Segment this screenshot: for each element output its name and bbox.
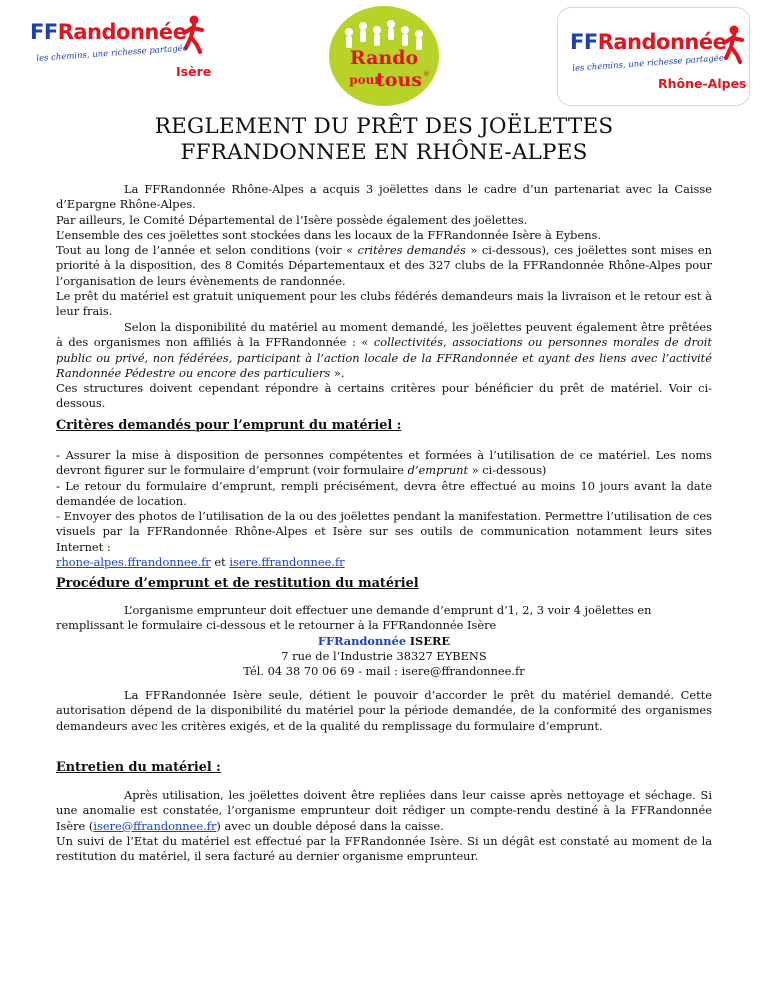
logo-tous-text: tous bbox=[376, 69, 422, 91]
rhone-alpes-site-link[interactable]: rhone-alpes.ffrandonnee.fr bbox=[56, 555, 211, 570]
rando-pour-tous-logo bbox=[327, 4, 441, 108]
logo-wordmark: FFRandonnée bbox=[570, 30, 727, 54]
address-contact: Tél. 04 38 70 06 69 - mail : isere@ffrandonnee.fr bbox=[243, 664, 525, 679]
address-street: 7 rue de l’Industrie 38327 EYBENS bbox=[281, 648, 487, 663]
criteria-item-2: - Le retour du formulaire d’emprunt, rempli précisément, devra être effectué au moins 10 jours avant la date demandée de location. bbox=[56, 478, 712, 508]
rando-pour-tous-badge-icon bbox=[327, 4, 441, 108]
isere-email-link[interactable]: isere@ffrandonnee.fr bbox=[93, 818, 217, 833]
logo-registered-text: ® bbox=[423, 70, 430, 78]
intro-paragraph-1: La FFRandonnée Rhône-Alpes a acquis 3 joëlettes dans le cadre d’un partenariat avec la Caisse d’Epargne Rhône-Alpes. bbox=[56, 182, 712, 212]
address-org: FFRandonnée ISERE bbox=[317, 633, 451, 648]
ffrandonnee-isere-logo bbox=[30, 20, 230, 90]
intro-paragraph-5: Le prêt du matériel est gratuit uniquement pour les clubs fédérés demandeurs mais la livraison et le retour est à leur frais. bbox=[56, 289, 712, 319]
title-line-1: REGLEMENT DU PRÊT DES JOËLETTES bbox=[154, 114, 614, 139]
intro-section-2 bbox=[56, 320, 712, 412]
logo-tagline: les chemins, une richesse partagée bbox=[36, 43, 189, 64]
title-line-2: FFRANDONNEE EN RHÔNE-ALPES bbox=[180, 140, 588, 165]
maintenance-heading: Entretien du matériel : bbox=[56, 760, 221, 775]
logo-region: Isère bbox=[176, 64, 212, 79]
procedure-heading: Procédure d’emprunt et de restitution du matériel bbox=[56, 576, 419, 591]
intro-paragraph-4: Tout au long de l’année et selon conditions (voir « critères demandés » ci-dessous), ces joëlettes sont mises en priorité à la disposition, des 8 Comités Départementaux et des 327 clubs de la FFRandonnée Rhône-Alpes pour l’organisation de leurs évènements de randonnée. bbox=[56, 243, 712, 288]
logo-wordmark: FFRandonnée bbox=[30, 20, 187, 44]
page-title bbox=[0, 114, 768, 166]
criteria-item-1: - Assurer la mise à disposition de personnes compétentes et formées à l’utilisation de ce matériel. Les noms devront figurer sur le formulaire d’emprunt (voir formulaire d’emprunt » ci-dessous) bbox=[56, 448, 713, 478]
intro-paragraph-6: Selon la disponibilité du matériel au moment demandé, les joëlettes peuvent également être prêtées à des organismes non affiliés à la FFRandonnée : « collectivités, associations ou personnes morales de droit public ou privé, non fédérées, participant à l’action locale de la FFRandonnée et ayant des liens avec l’activité Randonnée Pédestre ou encore des particuliers ». bbox=[56, 320, 713, 380]
logo-pour-text: pour bbox=[349, 73, 381, 87]
ffrandonnee-rhone-alpes-logo bbox=[557, 7, 750, 106]
procedure-paragraph-1: L’organisme emprunteur doit effectuer une demande d’emprunt d’1, 2, 3 voir 4 joëlettes en remplissant le formulaire ci-dessous et le retourner à la FFRandonnée Isère bbox=[56, 603, 652, 633]
maintenance-section bbox=[56, 788, 712, 864]
intro-paragraph-3: L’ensemble des ces joëlettes sont stockées dans les locaux de la FFRandonnée Isère à Eybens. bbox=[56, 227, 602, 242]
intro-paragraph-2: Par ailleurs, le Comité Départemental de l’Isère possède également des joëlettes. bbox=[56, 212, 528, 227]
criteria-section bbox=[56, 448, 712, 570]
maintenance-paragraph-2: Un suivi de l’Etat du matériel est effectué par la FFRandonnée Isère. Si un dégât est constaté au moment de la restitution du matériel, il sera facturé au dernier organisme emprunteur. bbox=[56, 833, 712, 864]
criteria-heading: Critères demandés pour l’emprunt du matériel : bbox=[56, 418, 402, 433]
criteria-item-3: - Envoyer des photos de l’utilisation de la ou des joëlettes pendant la manifestation. Permettre l’utilisation de ces visuels par la FFRandonnée Rhône-Alpes et Isère sur ses outils de communication notamment leurs sites Internet : rhone-alpes.ffrandonnee.fr et isere.ffrandonnee.fr bbox=[56, 509, 713, 570]
intro-section bbox=[56, 182, 712, 320]
intro-paragraph-7: Ces structures doivent cependant répondre à certains critères pour bénéficier du prêt de matériel. Voir ci-dessous. bbox=[56, 381, 712, 411]
procedure-paragraph-2: La FFRandonnée Isère seule, détient le pouvoir d’accorder le prêt du matériel demandé. Cette autorisation dépend de la disponibilité du matériel pour la période demandée, de la conformité des organismes demandeurs avec les critères exigés, et de la qualité du remplissage du formulaire d’emprunt. bbox=[56, 688, 712, 733]
maintenance-paragraph-1: Après utilisation, les joëlettes doivent être repliées dans leur caisse après nettoyage et séchage. Si une anomalie est constatée, l’organisme emprunteur doit rédiger un compte-rendu destiné à la FFRandonnée Isère (isere@ffrandonnee.fr) avec un double déposé dans la caisse. bbox=[56, 788, 712, 833]
isere-site-link[interactable]: isere.ffrandonnee.fr bbox=[229, 555, 345, 570]
logo-region: Rhône-Alpes bbox=[658, 76, 747, 91]
logo-rando-text: Rando bbox=[349, 47, 419, 69]
procedure-section-2 bbox=[56, 688, 712, 734]
procedure-section bbox=[56, 603, 712, 679]
logo-tagline: les chemins, une richesse partagée bbox=[572, 53, 725, 74]
